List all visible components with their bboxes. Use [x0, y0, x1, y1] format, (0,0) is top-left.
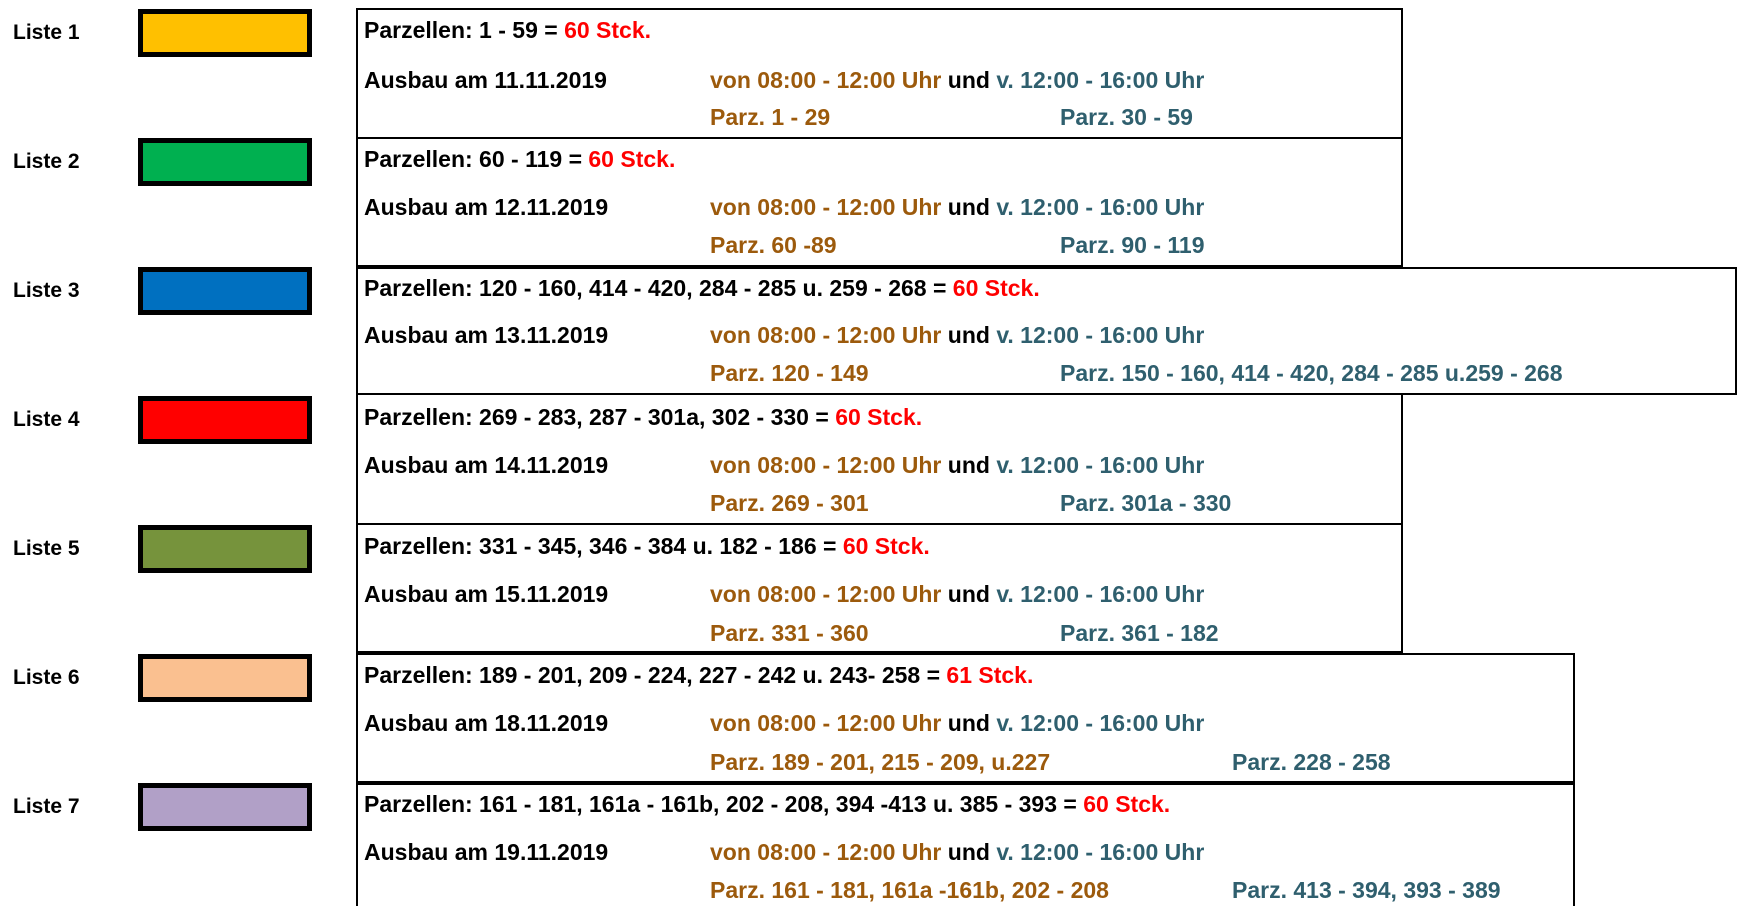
afternoon-time: v. 12:00 - 16:00 Uhr: [996, 581, 1205, 607]
parcel-count: 60 Stck.: [564, 17, 652, 43]
color-swatch-3: [138, 267, 312, 315]
parcels-line-1: [364, 17, 651, 43]
ausbau-line-2: [364, 194, 608, 220]
color-swatch-6: [138, 654, 312, 702]
afternoon-parz-5: Parz. 361 - 182: [1060, 620, 1219, 646]
parcels-text: Parzellen: 189 - 201, 209 - 224, 227 - 242 u. 243- 258 =: [364, 662, 947, 688]
parcels-text: Parzellen: 120 - 160, 414 - 420, 284 - 285 u. 259 - 268 =: [364, 275, 953, 301]
list-label-6: Liste 6: [13, 666, 80, 689]
und-text: und: [941, 839, 997, 865]
ausbau-line-1: [364, 67, 607, 93]
list-label-1: Liste 1: [13, 21, 80, 44]
color-swatch-7: [138, 783, 312, 831]
list-label-3: Liste 3: [13, 279, 80, 302]
parcels-text: Parzellen: 1 - 59 =: [364, 17, 565, 43]
ausbau-date: Ausbau am 19.11.2019: [364, 839, 609, 865]
afternoon-parz-2: Parz. 90 - 119: [1060, 232, 1205, 258]
color-swatch-1: [138, 9, 312, 57]
ausbau-date: Ausbau am 12.11.2019: [364, 194, 609, 220]
afternoon-time: v. 12:00 - 16:00 Uhr: [996, 322, 1205, 348]
color-swatch-2: [138, 138, 312, 186]
morning-parz-4: Parz. 269 - 301: [710, 490, 869, 516]
und-text: und: [941, 581, 997, 607]
und-text: und: [941, 710, 997, 736]
afternoon-time: v. 12:00 - 16:00 Uhr: [996, 710, 1205, 736]
morning-parz-6: Parz. 189 - 201, 215 - 209, u.227: [710, 749, 1051, 775]
list-label-4: Liste 4: [13, 408, 80, 431]
time-line-7: [710, 839, 1204, 865]
ausbau-line-6: [364, 710, 608, 736]
und-text: und: [941, 194, 997, 220]
list-label-7: Liste 7: [13, 795, 80, 818]
parcels-line-3: [364, 275, 1040, 301]
time-line-3: [710, 322, 1204, 348]
time-line-4: [710, 452, 1204, 478]
afternoon-time: v. 12:00 - 16:00 Uhr: [996, 452, 1205, 478]
afternoon-time: v. 12:00 - 16:00 Uhr: [996, 839, 1205, 865]
ausbau-line-4: [364, 452, 608, 478]
parcel-count: 60 Stck.: [588, 146, 676, 172]
parcels-line-5: [364, 533, 930, 559]
ausbau-line-5: [364, 581, 608, 607]
parcel-count: 60 Stck.: [842, 533, 930, 559]
parcels-line-7: [364, 791, 1170, 817]
morning-time: von 08:00 - 12:00 Uhr: [710, 710, 942, 736]
color-swatch-4: [138, 396, 312, 444]
time-line-1: [710, 67, 1204, 93]
afternoon-parz-6: Parz. 228 - 258: [1232, 749, 1391, 775]
morning-time: von 08:00 - 12:00 Uhr: [710, 452, 942, 478]
parcels-line-2: [364, 146, 675, 172]
und-text: und: [941, 452, 997, 478]
ausbau-date: Ausbau am 18.11.2019: [364, 710, 609, 736]
afternoon-parz-1: Parz. 30 - 59: [1060, 104, 1193, 130]
time-line-2: [710, 194, 1204, 220]
parcels-text: Parzellen: 161 - 181, 161a - 161b, 202 - 208, 394 -413 u. 385 - 393 =: [364, 791, 1084, 817]
afternoon-parz-3: Parz. 150 - 160, 414 - 420, 284 - 285 u.259 - 268: [1060, 360, 1563, 386]
ausbau-line-7: [364, 839, 608, 865]
afternoon-parz-4: Parz. 301a - 330: [1060, 490, 1232, 516]
morning-time: von 08:00 - 12:00 Uhr: [710, 194, 942, 220]
morning-time: von 08:00 - 12:00 Uhr: [710, 67, 942, 93]
parcels-text: Parzellen: 269 - 283, 287 - 301a, 302 - 330 =: [364, 404, 836, 430]
parcel-count: 60 Stck.: [1083, 791, 1171, 817]
und-text: und: [941, 67, 997, 93]
parcel-count: 60 Stck.: [952, 275, 1040, 301]
morning-time: von 08:00 - 12:00 Uhr: [710, 581, 942, 607]
morning-time: von 08:00 - 12:00 Uhr: [710, 322, 942, 348]
parcel-count: 61 Stck.: [946, 662, 1034, 688]
ausbau-line-3: [364, 322, 608, 348]
parcels-line-6: [364, 662, 1033, 688]
ausbau-date: Ausbau am 15.11.2019: [364, 581, 609, 607]
afternoon-time: v. 12:00 - 16:00 Uhr: [996, 194, 1205, 220]
parcel-count: 60 Stck.: [835, 404, 923, 430]
morning-time: von 08:00 - 12:00 Uhr: [710, 839, 942, 865]
ausbau-date: Ausbau am 14.11.2019: [364, 452, 609, 478]
parcels-text: Parzellen: 60 - 119 =: [364, 146, 589, 172]
ausbau-date: Ausbau am 13.11.2019: [364, 322, 609, 348]
morning-parz-3: Parz. 120 - 149: [710, 360, 869, 386]
list-label-2: Liste 2: [13, 150, 80, 173]
morning-parz-2: Parz. 60 -89: [710, 232, 837, 258]
time-line-6: [710, 710, 1204, 736]
parcels-text: Parzellen: 331 - 345, 346 - 384 u. 182 - 186 =: [364, 533, 843, 559]
time-line-5: [710, 581, 1204, 607]
und-text: und: [941, 322, 997, 348]
morning-parz-7: Parz. 161 - 181, 161a -161b, 202 - 208: [710, 877, 1109, 903]
color-swatch-5: [138, 525, 312, 573]
morning-parz-5: Parz. 331 - 360: [710, 620, 869, 646]
parcels-line-4: [364, 404, 922, 430]
ausbau-date: Ausbau am 11.11.2019: [364, 67, 607, 93]
list-label-5: Liste 5: [13, 537, 80, 560]
afternoon-time: v. 12:00 - 16:00 Uhr: [996, 67, 1205, 93]
afternoon-parz-7: Parz. 413 - 394, 393 - 389: [1232, 877, 1501, 903]
morning-parz-1: Parz. 1 - 29: [710, 104, 831, 130]
